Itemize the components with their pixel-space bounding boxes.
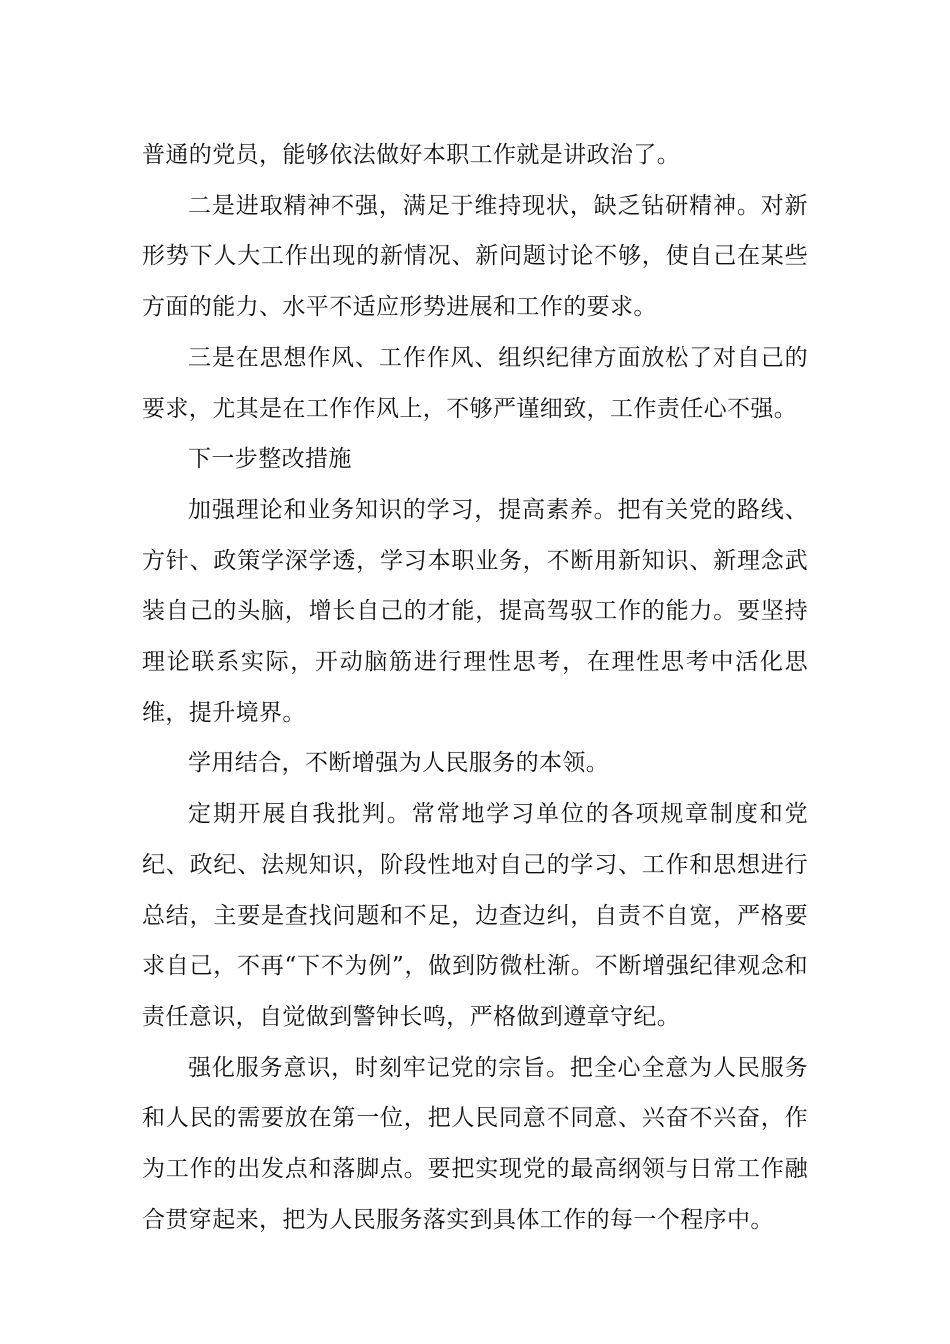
paragraph-continuation: 普通的党员，能够依法做好本职工作就是讲政治了。 bbox=[142, 142, 681, 168]
paragraph-service-awareness: 强化服务意识，时刻牢记党的宗旨。把全心全意为人民服务和人民的需要放在第一位，把人民同意不同意、兴奋不兴奋，作为工作的出发点和落脚点。要把实现党的最高纲领与日常工作融合贯穿起来，把为人民服务落实到具体工作的每一个程序中。 bbox=[142, 1054, 808, 1233]
paragraph-strengthen-learning: 加强理论和业务知识的学习，提高素养。把有关党的路线、方针、政策学深学透，学习本职业务，不断用新知识、新理念武装自己的头脑，增长自己的才能，提高驾驭工作的能力。要坚持理论联系实际，开动脑筋进行理性思考，在理性思考中活化思维，提升境界。 bbox=[142, 496, 808, 726]
document-body bbox=[142, 130, 808, 1245]
paragraph-work-style: 三是在思想作风、工作作风、组织纪律方面放松了对自己的要求，尤其是在工作作风上，不够严谨细致，工作责任心不强。 bbox=[142, 344, 808, 422]
paragraph-self-criticism: 定期开展自我批判。常常地学习单位的各项规章制度和党纪、政纪、法规知识，阶段性地对自己的学习、工作和思想进行总结，主要是查找问题和不足，边查边纠，自责不自宽，严格要求自己，不再“下不为例”，做到防微杜渐。不断增强纪律观念和责任意识，自觉做到警钟长鸣，严格做到遵章守纪。 bbox=[142, 801, 808, 1030]
section-heading-rectification-measures: 下一步整改措施 bbox=[188, 446, 352, 473]
paragraph-learning-application: 学用结合，不断增强为人民服务的本领。 bbox=[188, 750, 610, 777]
paragraph-progressive-spirit: 二是进取精神不强，满足于维持现状，缺乏钻研精神。对新形势下人大工作出现的新情况、新问题讨论不够，使自己在某些方面的能力、水平不适应形势进展和工作的要求。 bbox=[142, 192, 808, 321]
